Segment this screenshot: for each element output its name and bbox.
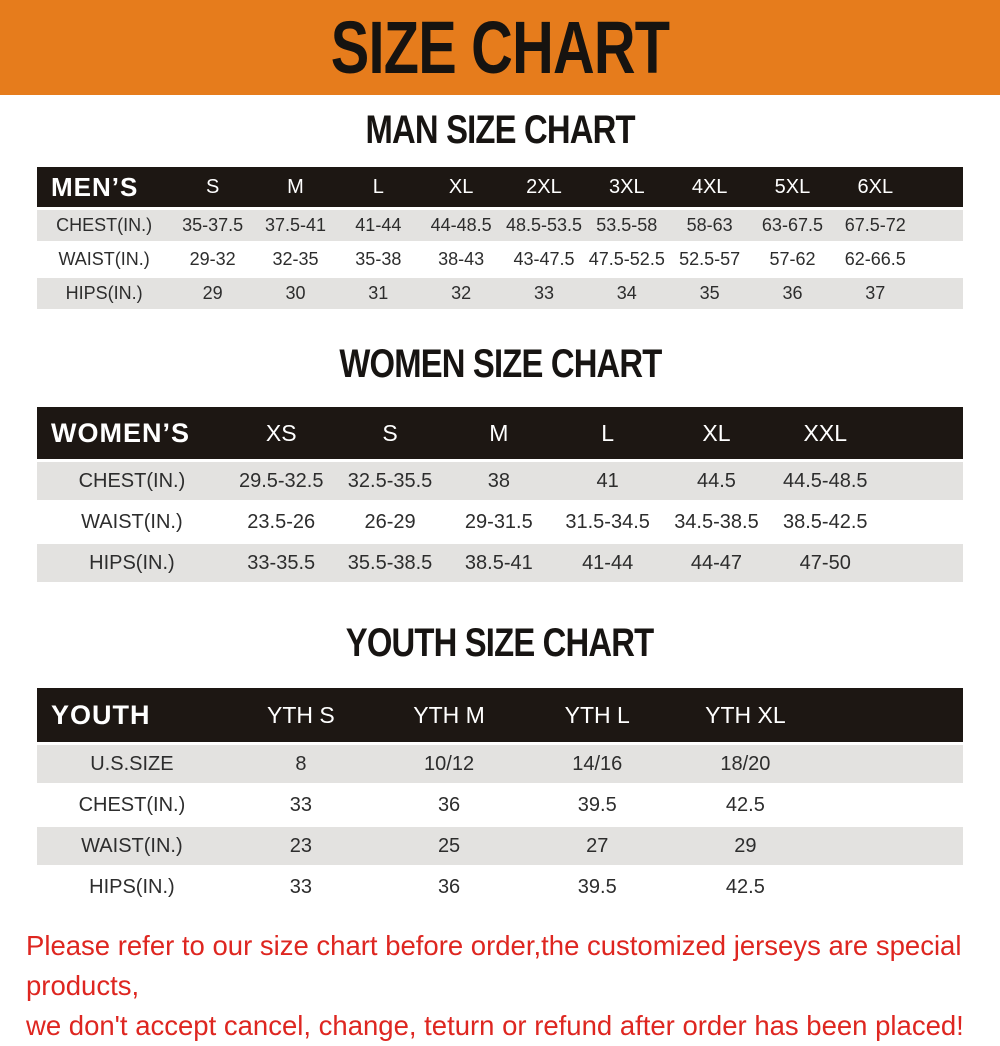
table-cell: 42.5 xyxy=(725,793,765,816)
table-cell: 34.5-38.5 xyxy=(674,510,759,533)
table-cell: 23 xyxy=(289,834,313,857)
table-cell: 35-38 xyxy=(355,249,402,269)
table-cell: 31 xyxy=(368,283,389,303)
table-row xyxy=(37,786,963,824)
table-cell: 18/20 xyxy=(720,752,771,775)
table-cell: 44-47 xyxy=(690,551,743,574)
row-label-cell: HIPS(IN.) xyxy=(89,875,175,898)
table-cell: 48.5-53.5 xyxy=(505,215,582,235)
table-header-row xyxy=(37,688,963,742)
table-cell: 43-47.5 xyxy=(513,249,575,269)
table-row xyxy=(37,544,963,582)
header-cell: YTH L xyxy=(564,701,630,728)
table-cell: 29-32 xyxy=(189,249,236,269)
table-title-cell: WOMEN’S xyxy=(51,417,190,448)
row-label-cell: HIPS(IN.) xyxy=(65,283,143,303)
table-cell: 42.5 xyxy=(725,875,765,898)
table-cell: 44.5 xyxy=(696,469,736,492)
table-row xyxy=(37,244,963,275)
header-cell: XS xyxy=(265,419,297,446)
table-cell: 41-44 xyxy=(355,215,402,235)
table-cell: 47-50 xyxy=(799,551,851,574)
table-cell: 14/16 xyxy=(572,752,623,775)
page-title: SIZE CHART xyxy=(330,5,670,89)
banner xyxy=(0,0,1000,95)
table-row xyxy=(37,462,963,500)
table-cell: 25 xyxy=(437,834,461,857)
row-label-cell: HIPS(IN.) xyxy=(89,551,175,574)
header-cell: YTH M xyxy=(413,701,485,728)
table-cell: 39.5 xyxy=(577,793,617,816)
table-cell: 10/12 xyxy=(424,752,475,775)
table-row xyxy=(37,278,963,309)
row-label-cell: WAIST(IN.) xyxy=(58,249,150,269)
header-cell: M xyxy=(489,419,509,446)
row-label-cell: U.S.SIZE xyxy=(90,752,174,775)
header-cell: 5XL xyxy=(774,175,811,198)
section-men xyxy=(0,95,1000,309)
youth-size-table xyxy=(37,688,963,906)
table-cell: 27 xyxy=(586,834,609,857)
disclaimer-line-2: we don't accept cancel, change, teturn or refund after order has been placed! xyxy=(26,1009,964,1041)
table-cell: 32 xyxy=(451,283,472,303)
table-cell: 29 xyxy=(202,283,223,303)
header-cell: L xyxy=(372,175,384,198)
table-cell: 33-35.5 xyxy=(247,551,316,574)
table-cell: 32-35 xyxy=(272,249,319,269)
header-cell: L xyxy=(601,419,615,446)
disclaimer xyxy=(0,926,1000,1046)
table-cell: 41-44 xyxy=(582,551,634,574)
table-cell: 30 xyxy=(285,283,306,303)
header-cell: YTH XL xyxy=(705,701,786,728)
table-cell: 35.5-38.5 xyxy=(347,551,433,574)
table-cell: 36 xyxy=(782,283,803,303)
table-cell: 29-31.5 xyxy=(464,510,533,533)
table-cell: 63-67.5 xyxy=(761,215,823,235)
header-cell: XL xyxy=(448,175,474,198)
table-cell: 62-66.5 xyxy=(844,249,906,269)
header-cell: YTH S xyxy=(267,701,335,728)
row-label-cell: CHEST(IN.) xyxy=(78,469,186,492)
table-row xyxy=(37,503,963,541)
header-cell: 4XL xyxy=(691,175,728,198)
table-row xyxy=(37,745,963,783)
table-cell: 38-43 xyxy=(438,249,485,269)
men-size-table xyxy=(37,167,963,309)
header-cell: XXL xyxy=(803,419,847,446)
women-section-heading: WOMEN SIZE CHART xyxy=(338,342,662,386)
table-cell: 36 xyxy=(437,875,461,898)
table-cell: 31.5-34.5 xyxy=(565,510,650,533)
women-size-table xyxy=(37,407,963,582)
table-cell: 37.5-41 xyxy=(264,215,327,235)
table-cell: 53.5-58 xyxy=(596,215,658,235)
table-cell: 38.5-42.5 xyxy=(783,510,868,533)
row-label-cell: CHEST(IN.) xyxy=(78,793,186,816)
header-cell: S xyxy=(382,419,398,446)
table-cell: 29 xyxy=(734,834,757,857)
header-cell: 2XL xyxy=(526,175,562,198)
table-cell: 35 xyxy=(699,283,720,303)
table-cell: 32.5-35.5 xyxy=(347,469,433,492)
header-cell: M xyxy=(287,175,304,198)
header-cell: XL xyxy=(702,419,731,446)
row-label-cell: WAIST(IN.) xyxy=(81,834,183,857)
row-label-cell: CHEST(IN.) xyxy=(56,215,153,235)
table-cell: 38 xyxy=(487,469,510,492)
table-row xyxy=(37,827,963,865)
table-cell: 33 xyxy=(533,283,554,303)
table-cell: 33 xyxy=(289,793,313,816)
table-cell: 52.5-57 xyxy=(679,249,741,269)
table-row xyxy=(37,210,963,241)
table-cell: 67.5-72 xyxy=(844,215,906,235)
table-cell: 33 xyxy=(289,875,313,898)
table-cell: 23.5-26 xyxy=(247,510,316,533)
table-cell: 36 xyxy=(437,793,461,816)
table-cell: 44-48.5 xyxy=(430,215,492,235)
table-header-row xyxy=(37,167,963,207)
table-cell: 39.5 xyxy=(577,875,617,898)
table-cell: 35-37.5 xyxy=(182,215,244,235)
header-cell: 3XL xyxy=(609,175,645,198)
table-cell: 8 xyxy=(295,752,307,775)
table-cell: 44.5-48.5 xyxy=(783,469,868,492)
header-cell: S xyxy=(206,175,220,198)
table-cell: 26-29 xyxy=(364,510,416,533)
youth-section-heading: YOUTH SIZE CHART xyxy=(346,621,654,665)
table-cell: 47.5-52.5 xyxy=(588,249,665,269)
table-cell: 29.5-32.5 xyxy=(238,469,324,492)
header-cell: 6XL xyxy=(857,175,894,198)
table-row xyxy=(37,868,963,906)
table-cell: 34 xyxy=(616,283,637,303)
row-label-cell: WAIST(IN.) xyxy=(81,510,183,533)
table-cell: 41 xyxy=(596,469,619,492)
table-header-row xyxy=(37,407,963,459)
table-cell: 37 xyxy=(865,283,886,303)
section-youth xyxy=(0,582,1000,906)
disclaimer-line-1: Please refer to our size chart before order,the customized jerseys are special products, xyxy=(26,930,962,1001)
table-cell: 38.5-41 xyxy=(464,551,533,574)
section-women xyxy=(0,309,1000,582)
table-title-cell: MEN’S xyxy=(51,171,139,202)
table-cell: 58-63 xyxy=(686,215,733,235)
men-section-heading: MAN SIZE CHART xyxy=(365,108,635,152)
table-cell: 57-62 xyxy=(769,249,816,269)
table-title-cell: YOUTH xyxy=(51,699,151,730)
